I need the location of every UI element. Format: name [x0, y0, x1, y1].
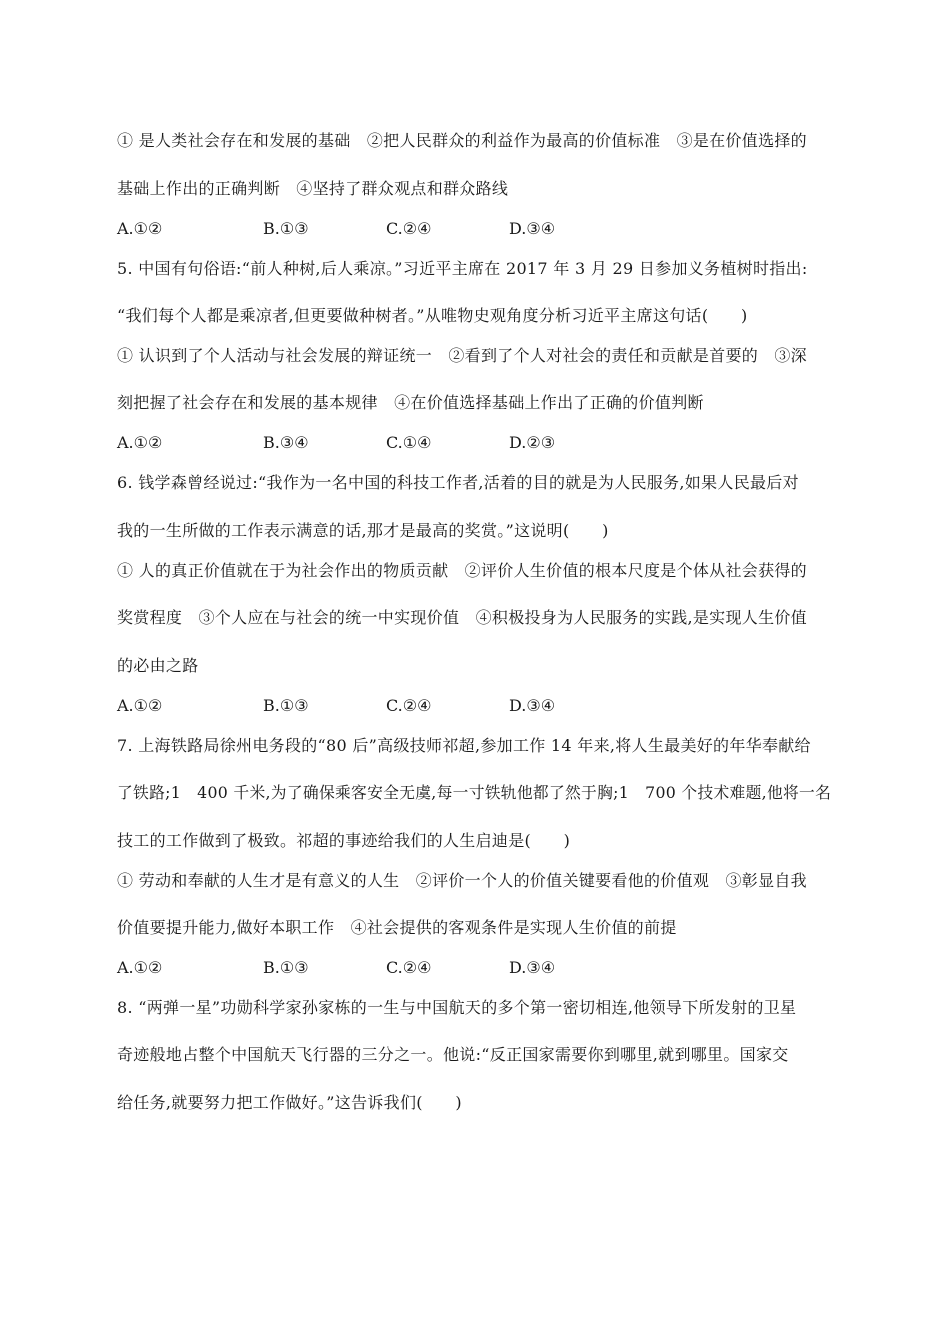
q7-statement-line-2: 价值要提升能力,做好本职工作 ④社会提供的客观条件是实现人生价值的前提	[117, 918, 677, 937]
q5-option-d[interactable]: D.②③	[509, 433, 556, 452]
q6-stem-line-2: 我的一生所做的工作表示满意的话,那才是最高的奖赏。”这说明( )	[117, 521, 609, 540]
q5-option-b[interactable]: B.③④	[263, 433, 309, 452]
q5-stem-line-2: “我们每个人都是乘凉者,但更要做种树者。”从唯物史观角度分析习近平主席这句话( )	[117, 306, 748, 325]
q7-stem-line-2: 了铁路;1 400 千米,为了确保乘客安全无虞,每一寸铁轨他都了然于胸;1 700 个技术难题,他将一名	[117, 783, 832, 802]
q6-statement-line-1: ① 人的真正价值就在于为社会作出的物质贡献 ②评价人生价值的根本尺度是个体从社会获得的	[117, 561, 807, 580]
q6-stem-line-1: 6. 钱学森曾经说过:“我作为一名中国的科技工作者,活着的目的就是为人民服务,如果人民最后对	[117, 473, 799, 492]
q8-stem-line-1: 8. “两弹一星”功勋科学家孙家栋的一生与中国航天的多个第一密切相连,他领导下所发射的卫星	[117, 998, 797, 1017]
q6-option-c[interactable]: C.②④	[386, 696, 432, 715]
q7-stem-line-3: 技工的工作做到了极致。祁超的事迹给我们的人生启迪是( )	[117, 831, 571, 850]
q7-option-b[interactable]: B.①③	[263, 958, 309, 977]
q7-option-d[interactable]: D.③④	[509, 958, 556, 977]
q5-stem-line-1: 5. 中国有句俗语:“前人种树,后人乘凉。”习近平主席在 2017 年 3 月 29 日参加义务植树时指出:	[117, 259, 808, 278]
q5-statement-line-1: ① 认识到了个人活动与社会发展的辩证统一 ②看到了个人对社会的责任和贡献是首要的 ③深	[117, 346, 807, 365]
q8-stem-line-3: 给任务,就要努力把工作做好。”这告诉我们( )	[117, 1093, 462, 1112]
q7-statement-line-1: ① 劳动和奉献的人生才是有意义的人生 ②评价一个人的价值关键要看他的价值观 ③彰显自我	[117, 871, 807, 890]
q8-stem-line-2: 奇迹般地占整个中国航天飞行器的三分之一。他说:“反正国家需要你到哪里,就到哪里。国家交	[117, 1045, 789, 1064]
q6-option-b[interactable]: B.①③	[263, 696, 309, 715]
q7-stem-line-1: 7. 上海铁路局徐州电务段的“80 后”高级技师祁超,参加工作 14 年来,将人生最美好的年华奉献给	[117, 736, 811, 755]
q4-option-c[interactable]: C.②④	[386, 219, 432, 238]
q5-option-a[interactable]: A.①②	[117, 433, 163, 452]
q6-statement-line-3: 的必由之路	[117, 656, 199, 675]
q7-option-a[interactable]: A.①②	[117, 958, 163, 977]
q6-option-a[interactable]: A.①②	[117, 696, 163, 715]
q6-statement-line-2: 奖赏程度 ③个人应在与社会的统一中实现价值 ④积极投身为人民服务的实践,是实现人生价值	[117, 608, 807, 627]
q5-option-c[interactable]: C.①④	[386, 433, 432, 452]
q4-statement-line-2: 基础上作出的正确判断 ④坚持了群众观点和群众路线	[117, 179, 509, 198]
q4-option-b[interactable]: B.①③	[263, 219, 309, 238]
q4-option-a[interactable]: A.①②	[117, 219, 163, 238]
q4-option-d[interactable]: D.③④	[509, 219, 556, 238]
q7-option-c[interactable]: C.②④	[386, 958, 432, 977]
q4-statement-line-1: ① 是人类社会存在和发展的基础 ②把人民群众的利益作为最高的价值标准 ③是在价值选择的	[117, 131, 807, 150]
q5-statement-line-2: 刻把握了社会存在和发展的基本规律 ④在价值选择基础上作出了正确的价值判断	[117, 393, 704, 412]
q6-option-d[interactable]: D.③④	[509, 696, 556, 715]
